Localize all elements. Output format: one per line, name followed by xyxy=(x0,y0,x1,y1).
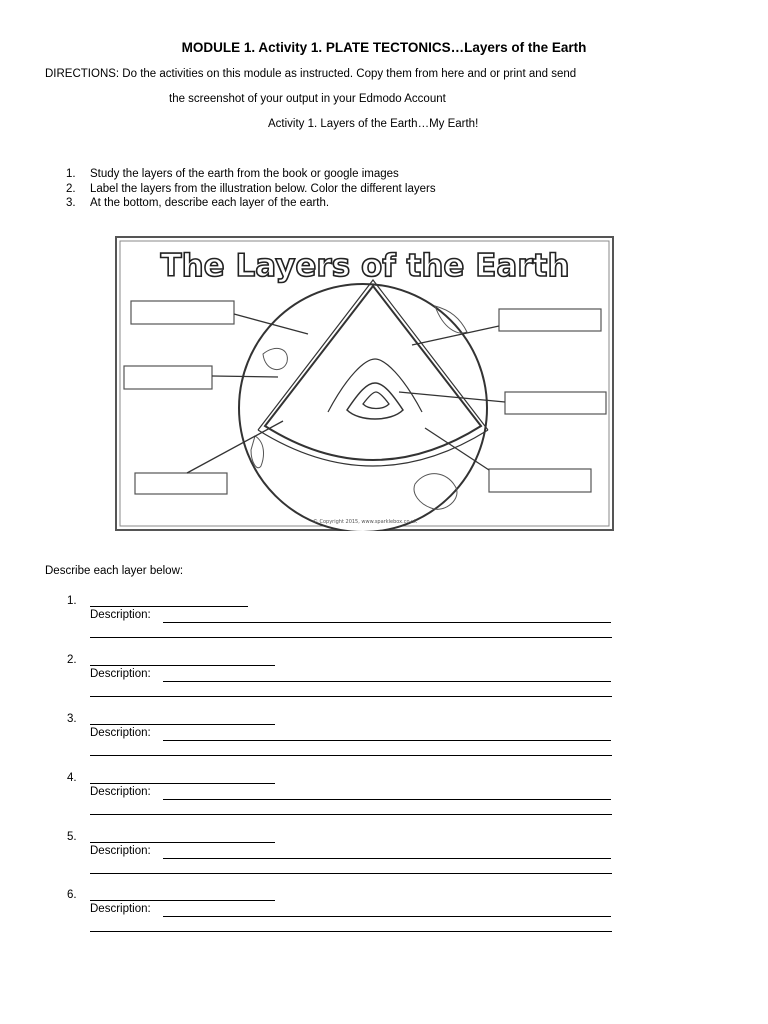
instruction-number: 2. xyxy=(66,182,76,195)
item-number: 6. xyxy=(67,889,77,901)
instruction-number: 1. xyxy=(66,168,76,180)
item-number: 4. xyxy=(67,772,77,784)
description-label: Description: xyxy=(90,786,151,798)
instruction-text: Study the layers of the earth from the book or google images xyxy=(90,168,399,180)
instruction-item xyxy=(66,196,436,211)
description-label: Description: xyxy=(90,845,151,857)
instruction-number: 3. xyxy=(66,197,76,209)
earth-layers-figure xyxy=(115,236,614,531)
instruction-item xyxy=(66,167,436,182)
instruction-text: Label the layers from the illustration below. Color the different layers xyxy=(90,182,436,195)
layer-name-blank[interactable] xyxy=(90,665,275,666)
description-blank[interactable] xyxy=(163,740,611,741)
description-blank[interactable] xyxy=(90,755,612,756)
instruction-text: At the bottom, describe each layer of the earth. xyxy=(90,197,330,209)
layer-name-blank[interactable] xyxy=(90,842,275,843)
description-label: Description: xyxy=(90,609,151,621)
label-box xyxy=(124,366,212,389)
description-blank[interactable] xyxy=(163,799,611,800)
description-label: Description: xyxy=(90,668,151,680)
description-blank[interactable] xyxy=(90,637,612,638)
description-blank[interactable] xyxy=(163,858,611,859)
label-box xyxy=(499,309,601,331)
activity-title: Activity 1. Layers of the Earth…My Earth! xyxy=(268,118,479,130)
description-label: Description: xyxy=(90,727,151,739)
label-box xyxy=(489,469,591,492)
description-blank[interactable] xyxy=(90,814,612,815)
description-blank[interactable] xyxy=(163,681,611,682)
page-title: MODULE 1. Activity 1. PLATE TECTONICS…Layers of the Earth xyxy=(181,40,587,55)
directions-line-1: DIRECTIONS: Do the activities on this module as instructed. Copy them from here and or print and send xyxy=(45,68,577,80)
directions-line-2: the screenshot of your output in your Edmodo Account xyxy=(169,93,446,105)
figure-copyright: © Copyright 2015, www.sparklebox.co.uk xyxy=(312,519,418,525)
layer-name-blank[interactable] xyxy=(90,724,275,725)
describe-prompt: Describe each layer below: xyxy=(45,565,184,577)
description-blank[interactable] xyxy=(90,873,612,874)
label-box xyxy=(505,392,606,414)
description-label: Description: xyxy=(90,903,151,915)
earth-layers-diagram xyxy=(115,236,614,531)
description-blank[interactable] xyxy=(90,696,612,697)
description-blank[interactable] xyxy=(163,916,611,917)
label-box xyxy=(135,473,227,494)
figure-title: The Layers of the Earth xyxy=(160,248,570,284)
label-box xyxy=(131,301,234,324)
instruction-item xyxy=(66,182,436,197)
layer-name-blank[interactable] xyxy=(90,900,275,901)
item-number: 2. xyxy=(67,654,77,666)
instruction-list xyxy=(66,167,436,211)
description-blank[interactable] xyxy=(163,622,611,623)
layer-name-blank[interactable] xyxy=(90,783,275,784)
layer-name-blank[interactable] xyxy=(90,606,248,607)
item-number: 3. xyxy=(67,713,77,725)
description-blank[interactable] xyxy=(90,931,612,932)
item-number: 1. xyxy=(67,595,77,607)
item-number: 5. xyxy=(67,831,77,843)
